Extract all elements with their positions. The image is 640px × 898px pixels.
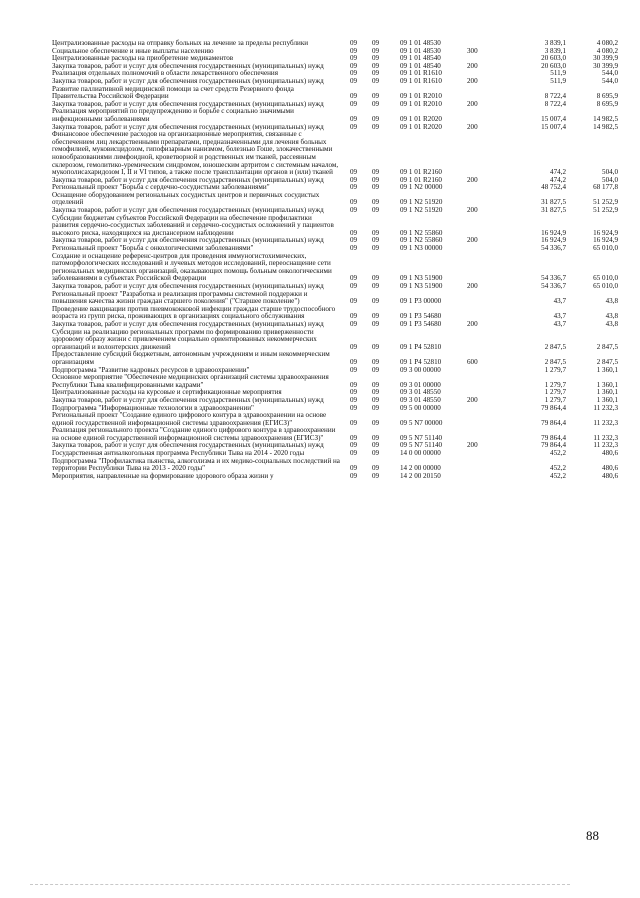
row-name: Закупка товаров, работ и услуг для обеспечения государственных (муниципальных) нужд	[52, 76, 324, 85]
row-target-article: 09 3 01 48550	[400, 388, 441, 397]
row-subsection: 09	[372, 274, 380, 283]
row-amount-2021: 480,6	[602, 449, 618, 458]
row-subsection: 09	[372, 312, 380, 321]
row-amount-2020: 16 924,9	[541, 236, 566, 245]
row-section: 09	[350, 198, 358, 207]
row-target-article: 09 1 N2 00000	[400, 183, 443, 192]
row-name: Закупка товаров, работ и услуг для обеспечения государственных (муниципальных) нужд	[52, 61, 324, 70]
row-subsection: 09	[372, 388, 380, 397]
table-row	[52, 306, 618, 321]
row-subsection: 09	[372, 175, 380, 184]
row-amount-2020: 20 603,0	[541, 61, 566, 70]
row-section: 09	[350, 319, 358, 328]
row-target-article: 09 1 P3 54680	[400, 319, 442, 328]
row-subsection: 09	[372, 168, 380, 177]
row-subsection: 09	[372, 92, 380, 101]
row-subsection: 09	[372, 122, 380, 131]
row-amount-2021: 51 252,9	[593, 198, 618, 207]
row-section: 09	[350, 76, 358, 85]
row-target-article: 09 1 01 R2010	[400, 99, 442, 108]
row-amount-2021: 43,8	[605, 319, 618, 328]
row-amount-2021: 480,6	[602, 471, 618, 480]
row-expense-type: 300	[467, 46, 478, 55]
row-name: Развитие паллиативной медицинской помощи за счет средств Резервного фонда Правительства Российской Федерации	[52, 84, 294, 101]
table-row	[52, 329, 618, 352]
row-subsection: 09	[372, 39, 380, 47]
row-target-article: 14 2 00 20150	[400, 471, 441, 480]
row-target-article: 09 1 N2 55860	[400, 236, 443, 245]
row-target-article: 14 0 00 00000	[400, 449, 441, 458]
row-subsection: 09	[372, 282, 380, 290]
row-name: Централизованные расходы на курсовые и сертификационные мероприятия	[52, 388, 282, 397]
row-subsection: 09	[372, 342, 380, 351]
row-amount-2021: 8 695,9	[596, 92, 618, 101]
row-name: Основное мероприятие "Обеспечение медицинских организаций системы здравоохранения Республики Тыва квалифицированными кадрами"	[52, 373, 329, 389]
table-row	[52, 412, 618, 427]
row-section: 09	[350, 403, 358, 412]
row-amount-2020: 79 864,4	[541, 441, 566, 450]
table-row	[52, 215, 618, 238]
row-amount-2020: 474,2	[550, 175, 566, 184]
row-name: Финансовое обеспечение расходов на организационные мероприятия, связанные с обеспечением лиц лекарственными препаратами, предназначенными для лечения больных гемофилией, муковисцидозом, гипофизарным нанизмом, болезнью Гоше, злокачественными новообразованиями лимфоидной, кроветворной и родственных им тканей, рассеянным склерозом, гемолитико-уремическим синдромом, юношеским артритом с системным началом, мукополисахаридозом I, II и VI типов, а также после трансплантации органов и (или) тканей	[52, 130, 339, 177]
row-name: Закупка товаров, работ и услуг для обеспечения государственных (муниципальных) нужд	[52, 236, 324, 245]
row-amount-2021: 16 924,9	[593, 236, 618, 245]
row-expense-type: 200	[467, 206, 478, 215]
row-subsection: 09	[372, 244, 380, 253]
table-row	[52, 351, 618, 366]
row-amount-2020: 1 279,7	[544, 395, 566, 404]
row-target-article: 09 1 P3 54680	[400, 312, 442, 321]
row-subsection: 09	[372, 380, 380, 389]
row-subsection: 09	[372, 365, 380, 374]
row-amount-2021: 14 982,5	[593, 114, 618, 123]
row-amount-2020: 15 007,4	[541, 114, 566, 123]
row-amount-2020: 15 007,4	[541, 122, 566, 131]
row-name: Региональный проект "Создание единого цифрового контура в здравоохранении на основе единой государственной информационной системы здравоохранения (ЕГИСЗ)"	[52, 411, 327, 427]
row-section: 09	[350, 175, 358, 184]
row-amount-2020: 3 839,1	[544, 39, 566, 47]
row-name: Региональный проект "Разработка и реализация программы системной поддержки и повышения качества жизни граждан старшего поколения" ("Старшее поколение")	[52, 289, 308, 306]
row-expense-type: 200	[467, 441, 478, 450]
row-name: Закупка товаров, работ и услуг для обеспечения государственных (муниципальных) нужд	[52, 206, 324, 215]
row-target-article: 09 1 N2 51920	[400, 198, 443, 207]
row-amount-2021: 14 982,5	[593, 122, 618, 131]
row-name: Закупка товаров, работ и услуг для обеспечения государственных (муниципальных) нужд	[52, 441, 324, 450]
row-target-article: 09 1 P4 52810	[400, 357, 442, 366]
row-section: 09	[350, 183, 358, 192]
row-section: 09	[350, 274, 358, 283]
row-amount-2021: 2 847,5	[596, 357, 618, 366]
row-subsection: 09	[372, 471, 380, 480]
row-subsection: 09	[372, 46, 380, 55]
row-amount-2021: 65 010,0	[593, 244, 618, 253]
row-amount-2020: 511,9	[550, 76, 566, 85]
row-target-article: 14 2 00 00000	[400, 464, 441, 473]
row-subsection: 09	[372, 464, 380, 473]
row-target-article: 09 1 01 R2160	[400, 175, 442, 184]
row-amount-2021: 30 399,9	[593, 61, 618, 70]
row-amount-2021: 43,8	[605, 297, 618, 306]
scan-edge-line	[30, 884, 570, 885]
row-target-article: 09 1 N3 51900	[400, 282, 443, 290]
row-subsection: 09	[372, 198, 380, 207]
row-amount-2021: 65 010,0	[593, 274, 618, 283]
row-amount-2020: 54 336,7	[541, 282, 566, 290]
table-row	[52, 253, 618, 283]
row-target-article: 09 1 N3 00000	[400, 244, 443, 253]
row-section: 09	[350, 297, 358, 306]
row-expense-type: 200	[467, 76, 478, 85]
row-amount-2021: 11 232,3	[593, 403, 618, 412]
row-amount-2020: 31 827,5	[541, 206, 566, 215]
row-amount-2020: 452,2	[550, 449, 566, 458]
row-amount-2020: 79 864,4	[541, 403, 566, 412]
row-target-article: 09 1 01 48530	[400, 46, 441, 55]
row-target-article: 09 5 N7 00000	[400, 418, 443, 427]
row-section: 09	[350, 342, 358, 351]
row-name: Закупка товаров, работ и услуг для обеспечения государственных (муниципальных) нужд	[52, 395, 324, 404]
row-amount-2020: 474,2	[550, 168, 566, 177]
row-name: Создание и оснащение референс-центров для проведения иммуногистохимических, патоморфологических исследований и лучевых методов исследований, переоснащение сети региональных медицинских организаций, оказывающих помощь больным онкологическими заболеваниями в субъектах Российской Федерации	[52, 251, 332, 283]
row-section: 09	[350, 282, 358, 290]
row-amount-2021: 504,0	[602, 175, 618, 184]
row-subsection: 09	[372, 403, 380, 412]
row-section: 09	[350, 388, 358, 397]
row-amount-2021: 51 252,9	[593, 206, 618, 215]
row-name: Оснащение оборудованием региональных сосудистых центров и первичных сосудистых отделений	[52, 190, 320, 207]
row-amount-2020: 43,7	[553, 297, 566, 306]
row-target-article: 09 5 N7 51140	[400, 441, 443, 450]
row-amount-2020: 2 847,5	[544, 342, 566, 351]
row-subsection: 09	[372, 114, 380, 123]
row-amount-2020: 54 336,7	[541, 274, 566, 283]
row-amount-2020: 8 722,4	[544, 92, 566, 101]
row-amount-2020: 1 279,7	[544, 388, 566, 397]
row-name: Государственная антиалкогольная программа Республики Тыва на 2014 - 2020 годы	[52, 449, 305, 458]
row-amount-2021: 11 232,3	[593, 433, 618, 442]
table-row	[52, 458, 618, 473]
row-name: Закупка товаров, работ и услуг для обеспечения государственных (муниципальных) нужд	[52, 175, 324, 184]
row-amount-2020: 452,2	[550, 471, 566, 480]
row-subsection: 09	[372, 449, 380, 458]
row-expense-type: 200	[467, 236, 478, 245]
row-name: Подпрограмма "Информационные технологии в здравоохранении"	[52, 403, 254, 412]
row-subsection: 09	[372, 76, 380, 85]
row-amount-2021: 16 924,9	[593, 228, 618, 237]
row-section: 09	[350, 449, 358, 458]
table-row	[52, 291, 618, 306]
row-name: Централизованные расходы на отправку больных на лечение за пределы республики	[52, 39, 309, 47]
row-target-article: 09 1 N3 51900	[400, 274, 443, 283]
row-subsection: 09	[372, 441, 380, 450]
table-row	[52, 427, 618, 442]
row-section: 09	[350, 365, 358, 374]
row-amount-2020: 79 864,4	[541, 418, 566, 427]
row-section: 09	[350, 244, 358, 253]
row-name: Закупка товаров, работ и услуг для обеспечения государственных (муниципальных) нужд	[52, 319, 324, 328]
row-section: 09	[350, 46, 358, 55]
row-amount-2021: 4 080,2	[596, 46, 618, 55]
row-target-article: 09 3 00 00000	[400, 365, 441, 374]
row-name: Мероприятия, направленные на формирование здорового образа жизни у	[52, 471, 274, 480]
row-amount-2020: 43,7	[553, 312, 566, 321]
row-amount-2021: 544,0	[602, 69, 618, 78]
row-section: 09	[350, 228, 358, 237]
row-amount-2021: 43,8	[605, 312, 618, 321]
row-amount-2020: 2 847,5	[544, 357, 566, 366]
row-amount-2020: 511,9	[550, 69, 566, 78]
row-target-article: 09 3 01 00000	[400, 380, 441, 389]
row-section: 09	[350, 122, 358, 131]
row-section: 09	[350, 114, 358, 123]
row-target-article: 09 1 01 R2160	[400, 168, 442, 177]
row-name: Субсидии бюджетам субъектов Российской Федерации на обеспечение профилактики развития сердечно-сосудистых заболеваний и сердечно-сосудистых осложнений у пациентов высокого риска, находящихся на диспансерном наблюдении	[52, 213, 334, 237]
row-expense-type: 200	[467, 395, 478, 404]
row-amount-2020: 452,2	[550, 464, 566, 473]
row-amount-2021: 1 360,1	[596, 380, 618, 389]
row-amount-2021: 8 695,9	[596, 99, 618, 108]
row-name: Реализация регионального проекта "Создание единого цифрового контура в здравоохранении на основе единой государственной информационной системы здравоохранения (ЕГИСЗ)"	[52, 426, 336, 442]
row-expense-type: 600	[467, 357, 478, 366]
table-row	[52, 473, 618, 481]
row-expense-type: 200	[467, 282, 478, 290]
row-expense-type: 200	[467, 99, 478, 108]
row-name: Субсидии на реализацию региональных программ по формированию приверженности здоровому образу жизни с привлечением социально ориентированных некоммерческих организаций и волонтерских движений	[52, 327, 317, 351]
row-name: Проведение вакцинации против пневмококковой инфекции граждан старше трудоспособного возраста из групп риска, проживающих в организациях социального обслуживания	[52, 304, 336, 321]
row-name: Реализация мероприятий по предупреждению и борьбе с социально значимыми инфекционными заболеваниями	[52, 107, 294, 123]
row-name: Региональный проект "Борьба с сердечно-сосудистыми заболеваниями"	[52, 183, 270, 192]
page-number: 88	[586, 828, 599, 843]
row-name: Реализация отдельных полномочий в области лекарственного обеспечения	[52, 69, 278, 78]
row-subsection: 09	[372, 297, 380, 306]
row-section: 09	[350, 380, 358, 389]
row-expense-type: 200	[467, 175, 478, 184]
row-target-article: 09 1 N2 51920	[400, 206, 443, 215]
row-section: 09	[350, 54, 358, 63]
row-target-article: 09 1 01 R2010	[400, 92, 442, 101]
row-expense-type: 200	[467, 319, 478, 328]
row-section: 09	[350, 61, 358, 70]
row-target-article: 09 1 01 R2020	[400, 122, 442, 131]
row-subsection: 09	[372, 395, 380, 404]
row-section: 09	[350, 206, 358, 215]
row-amount-2021: 11 232,3	[593, 418, 618, 427]
row-amount-2020: 79 864,4	[541, 433, 566, 442]
row-subsection: 09	[372, 433, 380, 442]
row-target-article: 09 5 N7 51140	[400, 433, 443, 442]
row-amount-2021: 544,0	[602, 76, 618, 85]
row-amount-2021: 1 360,1	[596, 365, 618, 374]
row-section: 09	[350, 441, 358, 450]
row-amount-2020: 1 279,7	[544, 365, 566, 374]
row-section: 09	[350, 39, 358, 47]
budget-table	[52, 40, 618, 480]
row-subsection: 09	[372, 206, 380, 215]
table-row	[52, 86, 618, 101]
row-section: 09	[350, 92, 358, 101]
row-subsection: 09	[372, 319, 380, 328]
row-subsection: 09	[372, 54, 380, 63]
row-target-article: 09 1 01 R2020	[400, 114, 442, 123]
row-subsection: 09	[372, 99, 380, 108]
row-amount-2020: 8 722,4	[544, 99, 566, 108]
row-amount-2020: 20 603,0	[541, 54, 566, 63]
row-section: 09	[350, 312, 358, 321]
row-expense-type: 200	[467, 61, 478, 70]
row-name: Подпрограмма "Профилактика пьянства, алкоголизма и их медико-социальных последствий на территории Республики Тыва на 2013 - 2020 годы"	[52, 456, 340, 473]
row-section: 09	[350, 168, 358, 177]
row-name: Предоставление субсидий бюджетным, автономным учреждениям и иным некоммерческим организациям	[52, 350, 330, 366]
row-amount-2020: 48 752,4	[541, 183, 566, 192]
row-amount-2021: 11 232,3	[593, 441, 618, 450]
row-target-article: 09 1 01 R1610	[400, 76, 442, 85]
row-amount-2021: 504,0	[602, 168, 618, 177]
table-row	[52, 192, 618, 207]
row-section: 09	[350, 471, 358, 480]
row-name: Социальное обеспечение и иные выплаты населению	[52, 46, 214, 55]
row-target-article: 09 1 01 48530	[400, 39, 441, 47]
row-amount-2021: 68 177,8	[593, 183, 618, 192]
row-amount-2021: 1 360,1	[596, 395, 618, 404]
row-section: 09	[350, 395, 358, 404]
row-subsection: 09	[372, 228, 380, 237]
row-section: 09	[350, 418, 358, 427]
table-row	[52, 108, 618, 123]
row-amount-2021: 1 360,1	[596, 388, 618, 397]
row-section: 09	[350, 433, 358, 442]
row-target-article: 09 1 01 48540	[400, 61, 441, 70]
row-expense-type: 200	[467, 122, 478, 131]
row-name: Закупка товаров, работ и услуг для обеспечения государственных (муниципальных) нужд	[52, 282, 324, 290]
row-amount-2020: 31 827,5	[541, 198, 566, 207]
row-name: Централизованные расходы на приобретение медикаментов	[52, 54, 234, 63]
row-amount-2021: 480,6	[602, 464, 618, 473]
row-amount-2021: 30 399,9	[593, 54, 618, 63]
row-subsection: 09	[372, 236, 380, 245]
row-subsection: 09	[372, 69, 380, 78]
row-subsection: 09	[372, 357, 380, 366]
row-name: Подпрограмма "Развитие кадровых ресурсов в здравоохранении"	[52, 365, 250, 374]
row-amount-2020: 16 924,9	[541, 228, 566, 237]
row-section: 09	[350, 69, 358, 78]
row-section: 09	[350, 99, 358, 108]
row-amount-2021: 4 080,2	[596, 39, 618, 47]
row-amount-2021: 2 847,5	[596, 342, 618, 351]
table-row	[52, 374, 618, 389]
row-target-article: 09 1 N2 55860	[400, 228, 443, 237]
row-amount-2021: 65 010,0	[593, 282, 618, 290]
row-target-article: 09 1 01 R1610	[400, 69, 442, 78]
row-section: 09	[350, 236, 358, 245]
row-subsection: 09	[372, 183, 380, 192]
row-name: Закупка товаров, работ и услуг для обеспечения государственных (муниципальных) нужд	[52, 122, 324, 131]
row-target-article: 09 5 00 00000	[400, 403, 441, 412]
table-row	[52, 131, 618, 177]
row-target-article: 09 3 01 48550	[400, 395, 441, 404]
row-amount-2020: 3 839,1	[544, 46, 566, 55]
row-amount-2020: 1 279,7	[544, 380, 566, 389]
row-target-article: 09 1 P4 52810	[400, 342, 442, 351]
row-subsection: 09	[372, 418, 380, 427]
row-amount-2020: 43,7	[553, 319, 566, 328]
row-target-article: 09 1 01 48540	[400, 54, 441, 63]
row-section: 09	[350, 464, 358, 473]
row-name: Региональный проект "Борьба с онкологическими заболеваниями"	[52, 244, 254, 253]
row-amount-2020: 54 336,7	[541, 244, 566, 253]
row-target-article: 09 1 P3 00000	[400, 297, 442, 306]
row-section: 09	[350, 357, 358, 366]
row-subsection: 09	[372, 61, 380, 70]
row-name: Закупка товаров, работ и услуг для обеспечения государственных (муниципальных) нужд	[52, 99, 324, 108]
